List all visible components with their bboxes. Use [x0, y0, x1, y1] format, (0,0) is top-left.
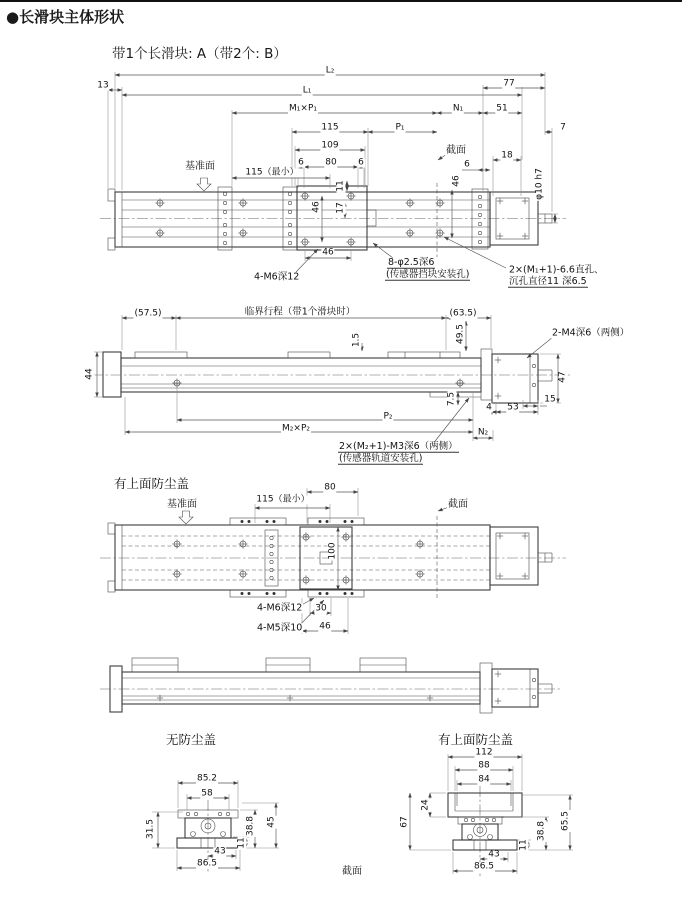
callout-2m1-line2: 沉孔直径11 深6.5: [509, 275, 587, 287]
label-section-1: 截面: [446, 145, 466, 156]
dim-45: 45: [266, 816, 277, 828]
dim-17-vert: 17: [335, 202, 346, 214]
heading-top-cover: 有上面防尘盖: [114, 475, 190, 491]
dim-67: 67: [399, 816, 410, 828]
datum-arrow-1: [197, 178, 211, 191]
dim-85-2: 85.2: [196, 773, 218, 784]
dim-58: 58: [201, 788, 213, 799]
dim-80: 80: [325, 157, 337, 168]
dim-109: 109: [321, 140, 339, 151]
dim-15: 15: [544, 394, 556, 405]
dim-p1: P₁: [395, 122, 405, 133]
heading-with-cover: 有上面防尘盖: [438, 731, 514, 747]
dim-7-5: 7.5: [446, 391, 457, 407]
dim-65-5: 65.5: [560, 810, 571, 832]
callout-4m5: 4-M5深10: [257, 622, 303, 634]
dim-84: 84: [478, 774, 490, 785]
dim-l1: L₁: [302, 85, 312, 96]
dim-46b: 46: [319, 621, 331, 632]
cross-section-no-cover: [152, 780, 279, 874]
dim-46-horiz: 46: [322, 247, 334, 258]
dim-49-5: 49.5: [455, 323, 466, 345]
dim-6-right: 6: [358, 157, 364, 168]
top-view-with-cover-drawing: [100, 488, 566, 634]
callout-2m4: 2-M4深6（两侧）: [552, 327, 630, 339]
variant-note: 带1个长滑块: A（带2个: B）: [112, 46, 287, 62]
page-title: ●长滑块主体形状: [6, 8, 125, 26]
label-section-2: 截面: [448, 499, 468, 510]
dim-11b: 11: [518, 839, 529, 851]
label-critical-stroke: 临界行程（带1个滑块时）: [244, 306, 356, 318]
dim-6-left: 6: [298, 157, 304, 168]
dim-38-8b: 38.8: [536, 820, 547, 842]
dim-p2: P₂: [383, 411, 393, 422]
label-section-3: 截面: [342, 866, 362, 877]
dim-n2: N₂: [477, 427, 489, 438]
dim-53: 53: [507, 402, 519, 413]
side-view-with-cover-drawing: [100, 658, 560, 713]
dim-1-5: 1.5: [351, 332, 362, 348]
dim-100: 100: [327, 542, 338, 560]
datum-arrow-2: [179, 511, 193, 524]
callout-2m2-line2: (传感器轨道安装孔): [339, 452, 423, 464]
dim-13: 13: [97, 80, 109, 91]
dim-51: 51: [496, 103, 508, 114]
dim-88: 88: [478, 760, 490, 771]
dim-112: 112: [475, 747, 493, 758]
callout-4m6-2: 4-M6深12: [257, 602, 303, 614]
dim-44: 44: [84, 368, 95, 380]
dim-11-vert: 11: [335, 180, 346, 192]
dim-47: 47: [557, 371, 568, 383]
cross-section-with-cover: [410, 754, 573, 878]
heading-no-cover: 无防尘盖: [166, 731, 217, 747]
top-view-drawing: [100, 72, 566, 272]
dim-n1: N₁: [452, 103, 464, 114]
dim-11a: 11: [236, 837, 247, 849]
dim-31-5: 31.5: [145, 818, 156, 840]
dim-m2xp2: M₂×P₂: [282, 423, 310, 434]
label-datum-1: 基准面: [185, 161, 215, 172]
dim-7: 7: [560, 122, 566, 133]
callout-2m1-line1: 2×(M₁+1)-6.6直孔、: [509, 264, 604, 276]
dim-115: 115: [321, 122, 339, 133]
dim-38-8a: 38.8: [245, 815, 256, 837]
callout-2m2-line1: 2×(M₂+1)-M3深6（两侧）: [339, 440, 458, 452]
dim-4: 4: [486, 402, 492, 413]
dim-57-5: (57.5): [134, 308, 162, 319]
dim-43a: 43: [214, 846, 226, 857]
dim-l2: L₂: [325, 65, 335, 76]
dim-m1xp1: M₁×P₁: [289, 103, 317, 114]
label-datum-2: 基准面: [167, 499, 197, 510]
dim-46-endblock: 46: [451, 175, 462, 187]
dim-63-5: (63.5): [449, 308, 477, 319]
dim-115-min-2: 115（最小）: [256, 494, 310, 505]
callout-4m6-1: 4-M6深12: [254, 271, 300, 283]
dim-6-end: 6: [464, 159, 470, 170]
dim-86-5a: 86.5: [196, 858, 218, 869]
dim-86-5b: 86.5: [473, 861, 495, 872]
callout-8phi25-sub: (传感器挡块安装孔): [386, 268, 470, 280]
dim-77: 77: [503, 78, 515, 89]
dim-24: 24: [420, 799, 431, 811]
dim-18: 18: [501, 150, 513, 161]
dim-115-min-1: 115（最小）: [245, 167, 299, 178]
dim-phi10h7: φ10 h7: [534, 168, 545, 200]
callout-8phi25: 8-φ2.5深6: [388, 256, 435, 268]
dim-80b: 80: [324, 482, 336, 493]
side-view-drawing: [92, 315, 570, 445]
dim-30: 30: [315, 603, 327, 614]
dim-43b: 43: [488, 849, 500, 860]
dim-46-vert: 46: [311, 201, 322, 213]
